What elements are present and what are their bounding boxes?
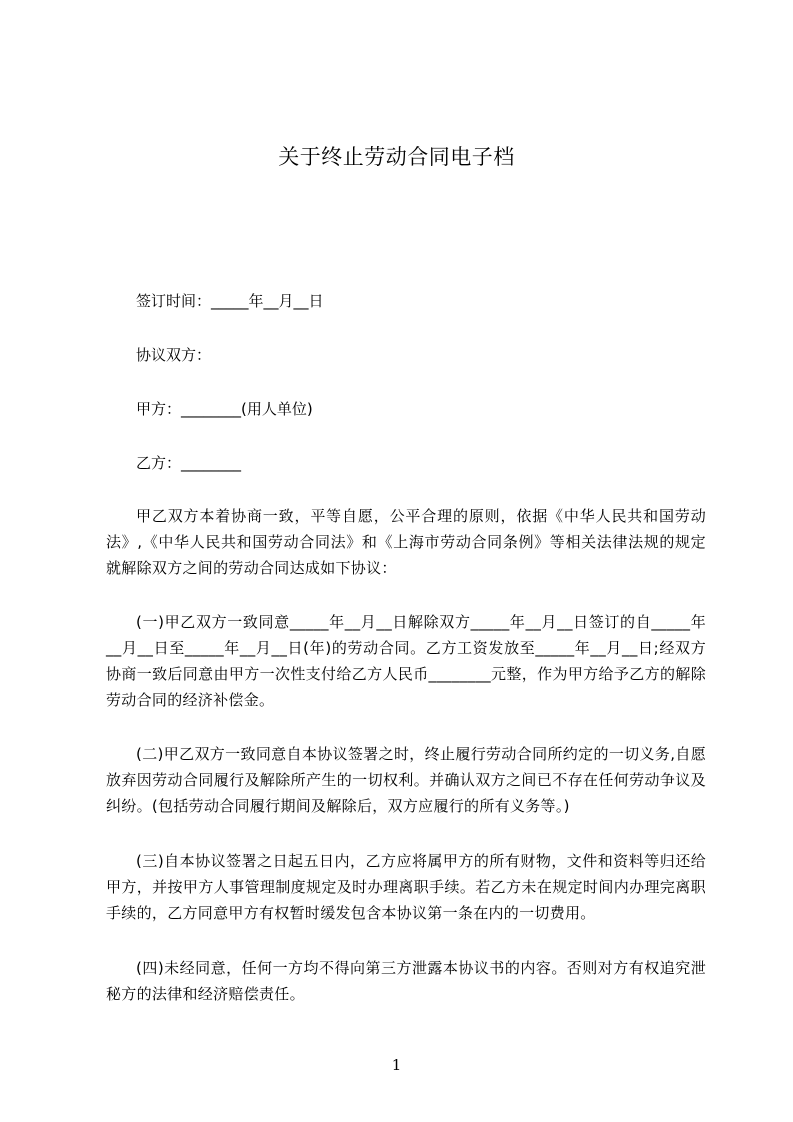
document-title: 关于终止劳动合同电子档 (278, 145, 515, 169)
clause-1: (一)甲乙双方一致同意_____年__月__日解除双方_____年__月__日签订的自_____年__月__日至_____年__月__日(年)的劳动合同。乙方工资发放至_____年__月__日;经双方协商一致后同意由甲方一次性支付给乙方人民币________元整，作为甲方给予乙方的解除劳动合同的经济补偿金。 (106, 613, 706, 709)
intro-paragraph: 甲乙双方本着协商一致，平等自愿，公平合理的原则，依据《中华人民共和国劳动法》,《中华人民共和国劳动合同法》和《上海市劳动合同条例》等相关法律法规的规定就解除双方之间的劳动合同达成如下协议： (106, 507, 706, 577)
party-a-line: 甲方：________(用人单位) (136, 400, 313, 418)
parties-label: 协议双方： (136, 346, 212, 364)
sign-date-line: 签订时间：_____年__月__日 (136, 292, 324, 310)
party-b-line: 乙方：________ (136, 454, 242, 472)
clause-2: (二)甲乙双方一致同意自本协议签署之时，终止履行劳动合同所约定的一切义务,自愿放弃因劳动合同履行及解除所产生的一切权利。并确认双方之间已不存在任何劳动争议及纠纷。(包括劳动合同履行期间及解除后，双方应履行的所有义务等。) (106, 745, 706, 815)
page-number: 1 (391, 1056, 402, 1074)
clause-3: (三)自本协议签署之日起五日内，乙方应将属甲方的所有财物，文件和资料等归还给甲方，并按甲方人事管理制度规定及时办理离职手续。若乙方未在规定时间内办理完离职手续的，乙方同意甲方有权暂时缓发包含本协议第一条在内的一切费用。 (106, 852, 706, 922)
clause-4: (四)未经同意，任何一方均不得向第三方泄露本协议书的内容。否则对方有权追究泄秘方的法律和经济赔偿责任。 (106, 959, 706, 1003)
